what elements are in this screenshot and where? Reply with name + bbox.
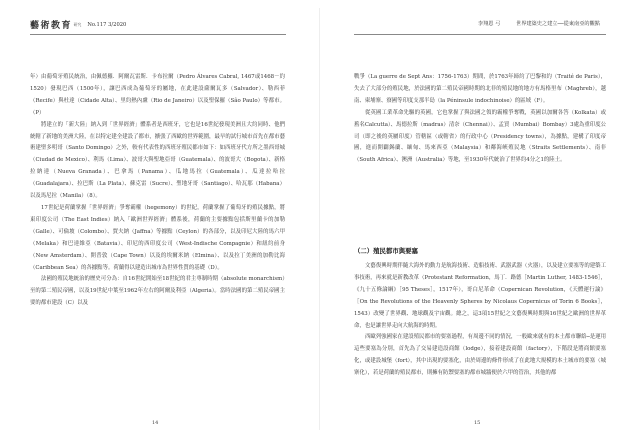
section-heading: （二）殖民都市與要塞 <box>354 247 418 255</box>
paragraph: 將建立的「新大陸」納入到「世界經濟」體系者是西班牙，它也是16世紀發現美洲且大約同時、他們統轄了新地的美洲大陸，在以特定建全建設了都市，擴張了西歐的世界範圍，最早的試行城市首先在都市藝術建聖多明哥（Santo Domingo）之外，較有代表性的西班牙殖民都市如下：如西班牙代方所之墨西哥城（Ciudad de Mexico）、利馬（Lima）、波哥大與聖地亞哥（Guatemala）、的波哥大（Bogota）、新格拉納達（Nueva Granada）、巴拿馬（Panama）、瓜地馬拉（Guatemala）、瓜達拉哈拉（Guadalajara）、拉巴斯（La Plata）、蘇克雷（Sucre）、聖地牙哥（Santiago）、哈瓦那（Habana）以及馬尼拉（Manila）（8）。 <box>30 121 285 200</box>
page-number: 15 <box>474 420 481 426</box>
running-header-left <box>30 18 126 31</box>
paragraph: 年）由葡萄牙殖民統治，由佩德羅．阿爾瓦雷斯．卡布拉爾（Pedro Álvares Cabral, 1467或1468－約1520）發現巴西（1500年），讓巴西成為葡萄牙的屬地，在此建設薩爾瓦多（Salvador）、勒西菲（Recife）與杜達（Cidade Alta）、里約熱內盧（Rio de Janeiro）以及聖保羅（São Paulo）等都市。（P） <box>30 74 285 116</box>
paragraph: 文藝復興時期伴隨大海外的動力是航海技術、造船技術、武器武器（火器），以及建立要塞等的建築工事技術，再來就是新教改革（Protestant Reformation，馬丁．路德［Martin Luther, 1483-1546］，《九十五條論綱》［95 Theses］，1517年），哥白尼革命（Copernican Revolution，《天體運行論》［On the Revolutions of the Heavenly Spheres by Nicolaus Copernicus of Torin 6 Books］，1543）改變了世界觀、地球觀及宇宙觀。總之，這3項15世紀之文藝復興時期與16世紀之歐洲的世界革命，也是讓世界走向大航海的時期。 <box>354 263 606 329</box>
issue-number: No.117 3/2020 <box>87 21 127 28</box>
left-body-text <box>30 72 285 310</box>
header-rule <box>30 34 286 35</box>
article-title: 世界建築史之建立──從東南亞的觀點 <box>515 21 600 27</box>
page-number: 14 <box>152 420 159 426</box>
header-rule <box>354 34 606 35</box>
paragraph: 17世紀是荷蘭掌握「世界經濟」爭奪霸權（hegemony）的世紀，荷蘭掌握了葡萄牙的殖民據點，將東印度公司（The East Indies）納入「歐洲世界經濟」體系後，荷蘭的主要據點包括斯里蘭卡的加勒（Galle）、可倫坡（Colombo）、賈夫納（Jaffna）等據點（Ceylon）的各部分，以及印尼大陸的馬六甲（Melaka）和巴達維亞（Batavia）、印尼的西印度公司（West-Indische Compagnie）和紐約前身（New Amsterdam）、開普敦（Cape Town）以及的埃爾米納（Elmina）、以及拉丁美洲的加勒比海（Caribbean Sea）的各據點等。荷蘭得以建造出城市為世界性質的基礎（D）。 <box>30 204 285 271</box>
journal-masthead: 藝術教育 <box>30 21 73 31</box>
right-page <box>320 0 640 438</box>
paragraph: 法國的殖民地統治的歷史可分為：自16世紀開始至18世紀的君主專制時期（absolute monarchism）至的第二殖民帝國，以及19世紀中葉至1962年左右的阿爾及利亞（Algeria）。當時法國的第二殖民帝國主要的都市建設（C）以及 <box>30 276 285 307</box>
journal-masthead-sub: 研究 <box>73 21 82 27</box>
right-body-text-bottom <box>354 261 606 380</box>
running-header-right <box>478 20 600 27</box>
paragraph: 從英國工業革命先驅的英國，它也掌握了與法國之領的霸權爭奪戰，英國以加爾各答（Kolkata）或舊名Calcutta）、馬德拉斯（madras）清奈（Chennai））、孟買（Mumbai）Bombay）3處為重印度公司（即之後的英屬印度）管轄區（或轄省）的行政中心（Presidency towns），為據點，建構了印度帝國，進而開闢錫蘭、緬甸、馬來西亞（Malaysia）和鄰海峽殖民地（Straits Settlements）、南非（South Africa）、澳洲（Australia）等地，至1930年代統治了世界約4分之1的陸土。 <box>354 109 606 164</box>
article-author: 李翔恩 弓 <box>477 21 501 27</box>
paragraph: 戰爭（La guerre de Sept Ans：1756-1763）期間，於1763年締約了巴黎和約（Traité de Paris），失去了大部分的殖民地，於法國的第二殖民帝國時期的北非的殖民地的地方有馬格里布（Maghreb），越南、柬埔寨、寮國等印度支那半島（la Péninsule indochinoise）的區域（F）。 <box>354 74 606 104</box>
paragraph: 西歐列強國家在建設殖民都市的要塞過程，有周邊不同的情況，一般歐來就有的本土都市聯絡─是運用這些要塞為分別，首先為了交易建造設商館（lodge），接着建設商館（factory），下階段是將商館要塞化，或建設城堡（fort），其中出現的要塞化，由於周邊的條件形成了在此地大規模的本土城市的要塞（城寨化），若是荷蘭的殖民都市，則擁有防禦要塞的都市城牆便於六甲的管治，其他的都 <box>354 334 606 377</box>
right-body-text-top <box>354 72 606 167</box>
